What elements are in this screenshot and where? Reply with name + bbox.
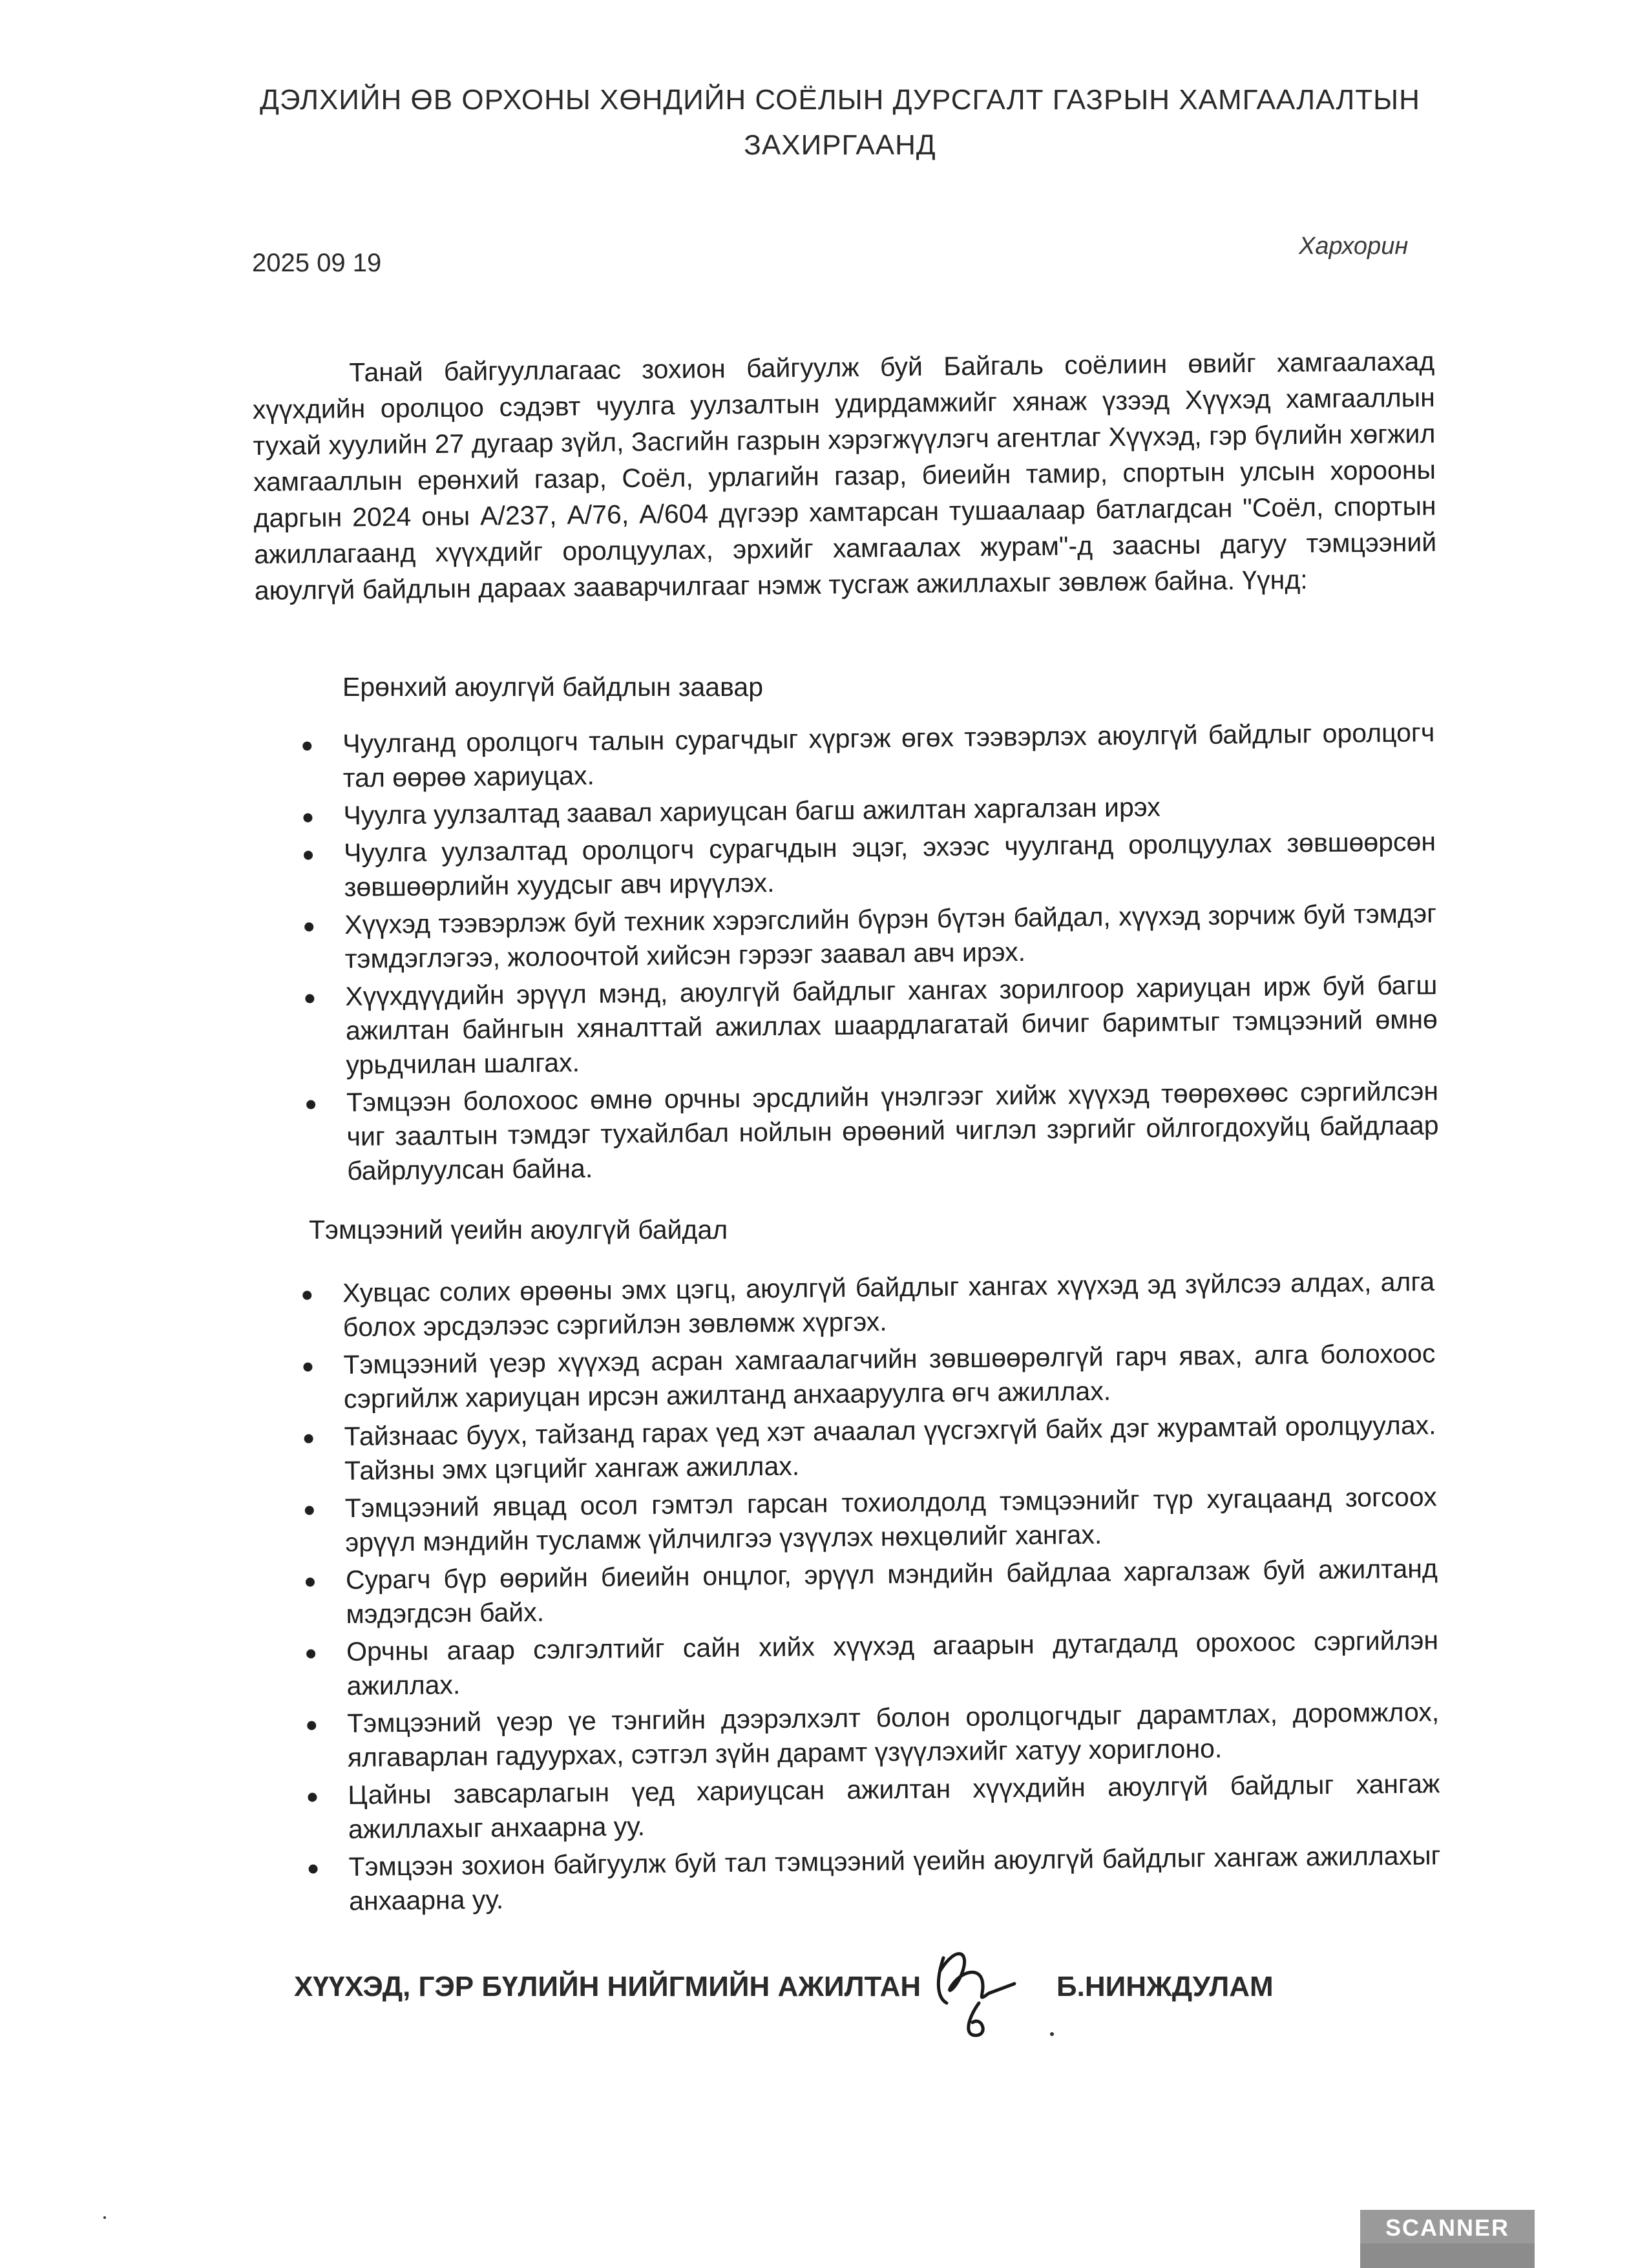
list-item: Тэмцээний үеэр үе тэнгийн дээрэлхэлт болон оролцогчдыг дарамтлах, доромжлох, ялгаварлан гадуурхах, сэтгэл зүйн дарамт үзүүлэхийг хатуу хориглоно.	[347, 1695, 1440, 1775]
list-item: Хувцас солих өрөөны эмх цэгц, аюулгүй байдлыг хангах хүүхэд эд зүйлсээ алдах, алга болох эрсдэлээс сэргийлэн зөвлөмж хүргэх.	[342, 1265, 1435, 1345]
list-item: Чуулганд оролцогч талын сурагчдыг хүргэж өгөх тээвэрлэх аюулгүй байдлыг оролцогч тал өөрөө хариуцах.	[342, 715, 1435, 795]
bullet-icon	[305, 994, 314, 1003]
section-title-general: Ерөнхий аюулгүй байдлын заавар	[342, 672, 764, 702]
bullet-icon	[302, 742, 311, 751]
bullet-icon	[302, 1291, 311, 1300]
list-item: Тэмцээн зохион байгуулж буй тал тэмцээний үеийн аюулгүй байдлыг хангаж ажиллахыг анхаарна уу.	[348, 1838, 1441, 1918]
list-item: Чуулга уулзалтад заавал хариуцсан багш ажилтан харгалзан ирэх	[343, 787, 1435, 833]
handwritten-signature	[918, 1932, 1047, 2048]
bullet-icon	[303, 813, 312, 822]
scanner-watermark: SCANNER	[1360, 2210, 1535, 2268]
header-line-2: ЗАХИРГААНД	[744, 129, 936, 161]
bullet-icon	[303, 1362, 312, 1371]
document-place: Хархорин	[1299, 233, 1409, 260]
list-item: Сурагч бүр өөрийн биеийн онцлог, эрүүл мэндийн байдлаа харгалзаж буй ажилтанд мэдэгдсэн байх.	[346, 1551, 1438, 1632]
bullet-icon	[306, 1100, 315, 1109]
bullet-icon	[304, 922, 313, 931]
bullet-icon	[306, 1577, 315, 1586]
watermark-shadow	[1360, 2243, 1535, 2268]
list-item: Хүүхэд тээвэрлэж буй техник хэрэгслийн бүрэн бүтэн байдал, хүүхэд зорчиж буй тэмдэг тэмдэглэгээ, жолоочтой хийсэн гэрээг заавал авч ирэх.	[344, 896, 1437, 976]
bullet-icon	[307, 1721, 316, 1730]
addressee-header	[246, 78, 1434, 168]
list-item: Чуулга уулзалтад оролцогч сурагчдын эцэг, эхээс чуулганд оролцуулах зөвшөөрсөн зөвшөөрлийн хуудсыг авч ирүүлэх.	[344, 824, 1436, 905]
list-item: Хүүхдүүдийн эрүүл мэнд, аюулгүй байдлыг хангах зорилгоор хариуцан ирж буй багш ажилтан байнгын хяналттай ажиллах шаардлагатай бичиг баримтыг тэмцээний өмнө урьдчилан шалгах.	[345, 968, 1438, 1082]
ink-speck	[1050, 2032, 1054, 2036]
list-item: Тайзнаас буух, тайзанд гарах үед хэт ачаалал үүсгэхгүй байх дэг журамтай оролцуулах. Тайзны эмх цэгцийг хангаж ажиллах.	[344, 1408, 1436, 1488]
competition-safety-list	[342, 1265, 1441, 1922]
signatory-role: ХҮҮХЭД, ГЭР БҮЛИЙН НИЙГМИЙН АЖИЛТАН	[294, 1971, 921, 2002]
header-line-1: ДЭЛХИЙН ӨВ ОРХОНЫ ХӨНДИЙН СОЁЛЫН ДУРСГАЛТ ГАЗРЫН ХАМГААЛАЛТЫН	[260, 84, 1420, 116]
section-title-competition: Тэмцээний үеийн аюулгүй байдал	[309, 1215, 728, 1244]
list-item: Цайны завсарлагын үед хариуцсан ажилтан хүүхдийн аюулгүй байдлыг хангаж ажиллахыг анхаарна уу.	[348, 1767, 1440, 1847]
bullet-icon	[305, 1506, 314, 1515]
intro-paragraph: Танай байгууллагаас зохион байгуулж буй Байгаль соёлиин өвийг хамгаалахад хүүхдийн оролцоо сэдэвт чуулга уулзалтын удирдамжийг хянаж үзээд Хүүхэд хамгааллын тухай хуулийн 27 дугаар зүйл, Засгийн газрын хэрэгжүүлэгч агентлаг Хүүхэд, гэр бүлийн хөгжил хамгааллын ерөнхий газар, Соёл, урлагийн газар, биеийн тамир, спортын улсын хорооны даргын 2024 оны А/237, А/76, А/604 дүгээр хамтарсан тушаалаар батлагдсан "Соёл, спортын ажиллагаанд хүүхдийг оролцуулах, эрхийг хамгаалах журам"-д заасны дагуу тэмцээний аюулгүй байдлын дараах зааварчилгааг нэмж тусгаж ажиллахыг зөвлөж байна. Үүнд:	[252, 346, 1437, 605]
document-date: 2025 09 19	[252, 249, 382, 277]
bullet-icon	[306, 1649, 315, 1658]
list-item: Орчны агаар сэлгэлтийг сайн хийх хүүхэд агаарын дутагдалд орохоос сэргийлэн ажиллах.	[346, 1623, 1439, 1703]
bullet-icon	[308, 1792, 317, 1801]
list-item: Тэмцээний үеэр хүүхэд асран хамгаалагчийн зөвшөөрөлгүй гарч явах, алга болохоос сэргийлж хариуцан ирсэн ажилтанд анхааруулга өгч ажиллах.	[343, 1336, 1436, 1416]
bullet-icon	[304, 850, 313, 859]
bullet-icon	[309, 1864, 318, 1873]
general-safety-list	[342, 715, 1439, 1192]
list-item: Тэмцээн болохоос өмнө орчны эрсдлийн үнэлгээг хийж хүүхэд төөрөхөөс сэргийлсэн чиг заалтын тэмдэг тухайлбал нойлын өрөөний чиглэл зэргийг ойлгогдохуйц байдлаар байрлуулсан байна.	[346, 1074, 1440, 1188]
bullet-icon	[304, 1434, 313, 1443]
ink-speck	[103, 2216, 106, 2219]
signatory-name: Б.НИНЖДУЛАМ	[1056, 1971, 1274, 2002]
list-item: Тэмцээний явцад осол гэмтэл гарсан тохиолдолд тэмцээнийг түр хугацаанд зогсоох эрүүл мэндийн тусламж үйлчилгээ үзүүлэх нөхцөлийг хангах.	[344, 1480, 1437, 1560]
